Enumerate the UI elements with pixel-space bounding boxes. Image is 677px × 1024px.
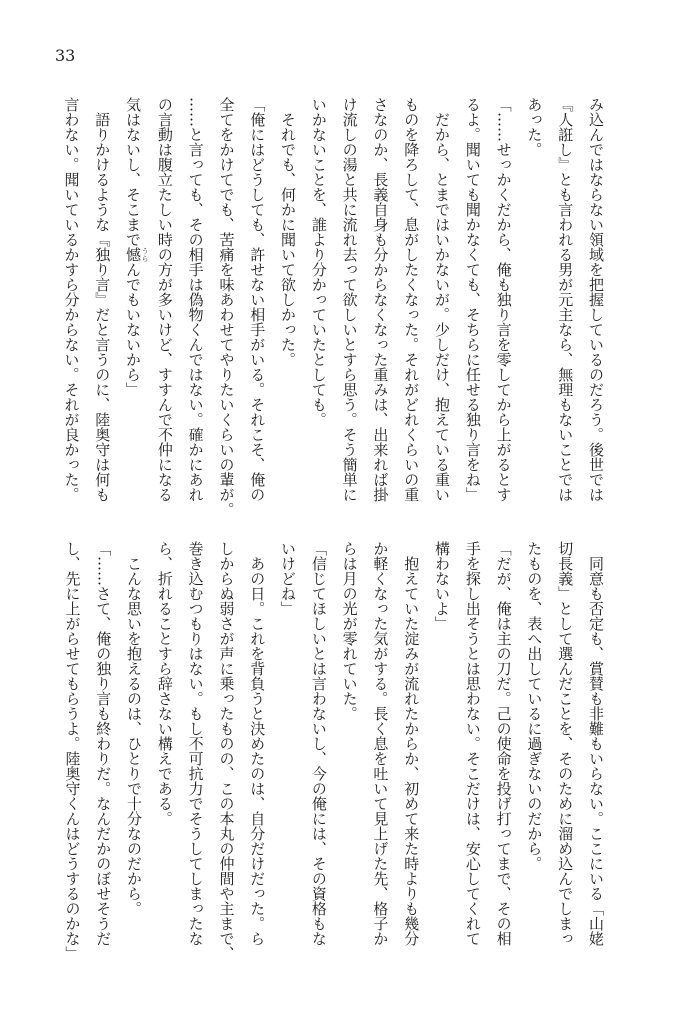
text-line: あった。 bbox=[525, 97, 544, 157]
text-line: さなのか、長義自身も分からなくなった重みは、出来れば掛 bbox=[371, 97, 390, 502]
text-line: しからぬ弱さが声に乗ったものの、この本丸の仲間や主まで、 bbox=[217, 541, 236, 961]
text-line: らは月の光が零れていた。 bbox=[340, 541, 359, 721]
ruby-annotation bbox=[124, 247, 150, 262]
ruby-reading: うら bbox=[141, 247, 150, 262]
text-line: いかないことを、誰より分かっていたとしても。 bbox=[309, 97, 328, 427]
text-line: こんな思いを抱えるのは、ひとりで十分なのだから。 bbox=[125, 541, 144, 916]
text-line: 全てをかけてでも、苦痛を味あわせてやりたいくらいの輩が。 bbox=[217, 97, 236, 517]
text-line: いけどね」 bbox=[279, 541, 298, 616]
text-line: か軽くなった気がする。長く息を吐いて見上げた先、格子か bbox=[371, 541, 390, 946]
text-line: し、先に上がらせてもらうよ。陸奥守くんはどうするのかな」 bbox=[63, 541, 82, 961]
text-line: け流しの湯と共に流れ去って欲しいとすら思う。そう簡単に bbox=[340, 97, 359, 502]
text-block-upper bbox=[57, 97, 611, 522]
text-line: 手を探し出そうとは思わない。そこだけは、安心してくれて bbox=[463, 541, 482, 946]
text-line-with-ruby bbox=[117, 97, 149, 522]
text-line: ものを降ろして、息がしたくなった。それがどれくらいの重 bbox=[402, 97, 421, 502]
text-line: 同意も否定も、賞賛も非難もいらない。ここにいる「山姥 bbox=[587, 541, 605, 946]
text-line: それでも、何かに聞いて欲しかった。 bbox=[279, 97, 298, 367]
text-line: 「俺にはどうしても、許せない相手がいる。それこそ、俺の bbox=[248, 97, 267, 502]
text-line: 言わない。聞いているかすら分からない。それが良かった。 bbox=[62, 97, 81, 502]
text-line: 「信じてほしいとは言わないし、今の俺には、その資格もな bbox=[309, 541, 328, 946]
text-line: あの日。これを背負うと決めたのは、自分だけだった。ら bbox=[248, 541, 267, 946]
text-segment: んでもいないから」 bbox=[124, 262, 143, 397]
text-line: だから、とまではいかないが。少しだけ、抱えている重い bbox=[433, 97, 452, 502]
text-block-lower bbox=[57, 541, 611, 966]
text-line: 語りかけるような『独り言』だと言うのに、陸奥守は何も bbox=[93, 97, 112, 502]
text-line: ……と言っても、その相手は偽物くんではない。確かにあれ bbox=[186, 97, 205, 502]
text-line: ら、折れることすら辞さない構えである。 bbox=[155, 541, 174, 826]
text-line: 巻き込むつもりはない。もし不可抗力でそうしてしまったな bbox=[186, 541, 205, 946]
text-line: 構わないよ」 bbox=[433, 541, 452, 631]
text-line: 『人誑し』とも言われる男が元主なら、無理もないことでは bbox=[556, 97, 575, 502]
text-line: 抱えていた淀みが流れたからか、初めて来た時よりも幾分 bbox=[402, 541, 421, 946]
page-number: 33 bbox=[55, 46, 76, 65]
text-line: の言動は腹立たしい時の方が多いけど、すすんで不仲になる bbox=[155, 97, 174, 502]
text-line: み込んではならない領域を把握しているのだろう。後世では bbox=[587, 97, 605, 502]
ruby-base: 憾 bbox=[124, 247, 143, 262]
text-line: 「……さて、俺の独り言も終わりだ。なんだかのぼせそうだ bbox=[94, 541, 113, 946]
text-line: 「だが、俺は主の刀だ。己の使命を投げ打ってまで、その相 bbox=[494, 541, 513, 946]
text-line: るよ。聞いても聞かなくても、そちらに任せる独り言をね」 bbox=[463, 97, 482, 502]
text-line: たものを、表へ出しているに過ぎないのだから。 bbox=[525, 541, 544, 871]
text-line: 切長義」として選んだことを、そのために溜め込んでしまっ bbox=[556, 541, 575, 946]
text-line: 「……せっかくだから、俺も独り言を零してから上がるとす bbox=[494, 97, 513, 502]
text-segment: 気はないし、そこまで bbox=[124, 97, 143, 247]
